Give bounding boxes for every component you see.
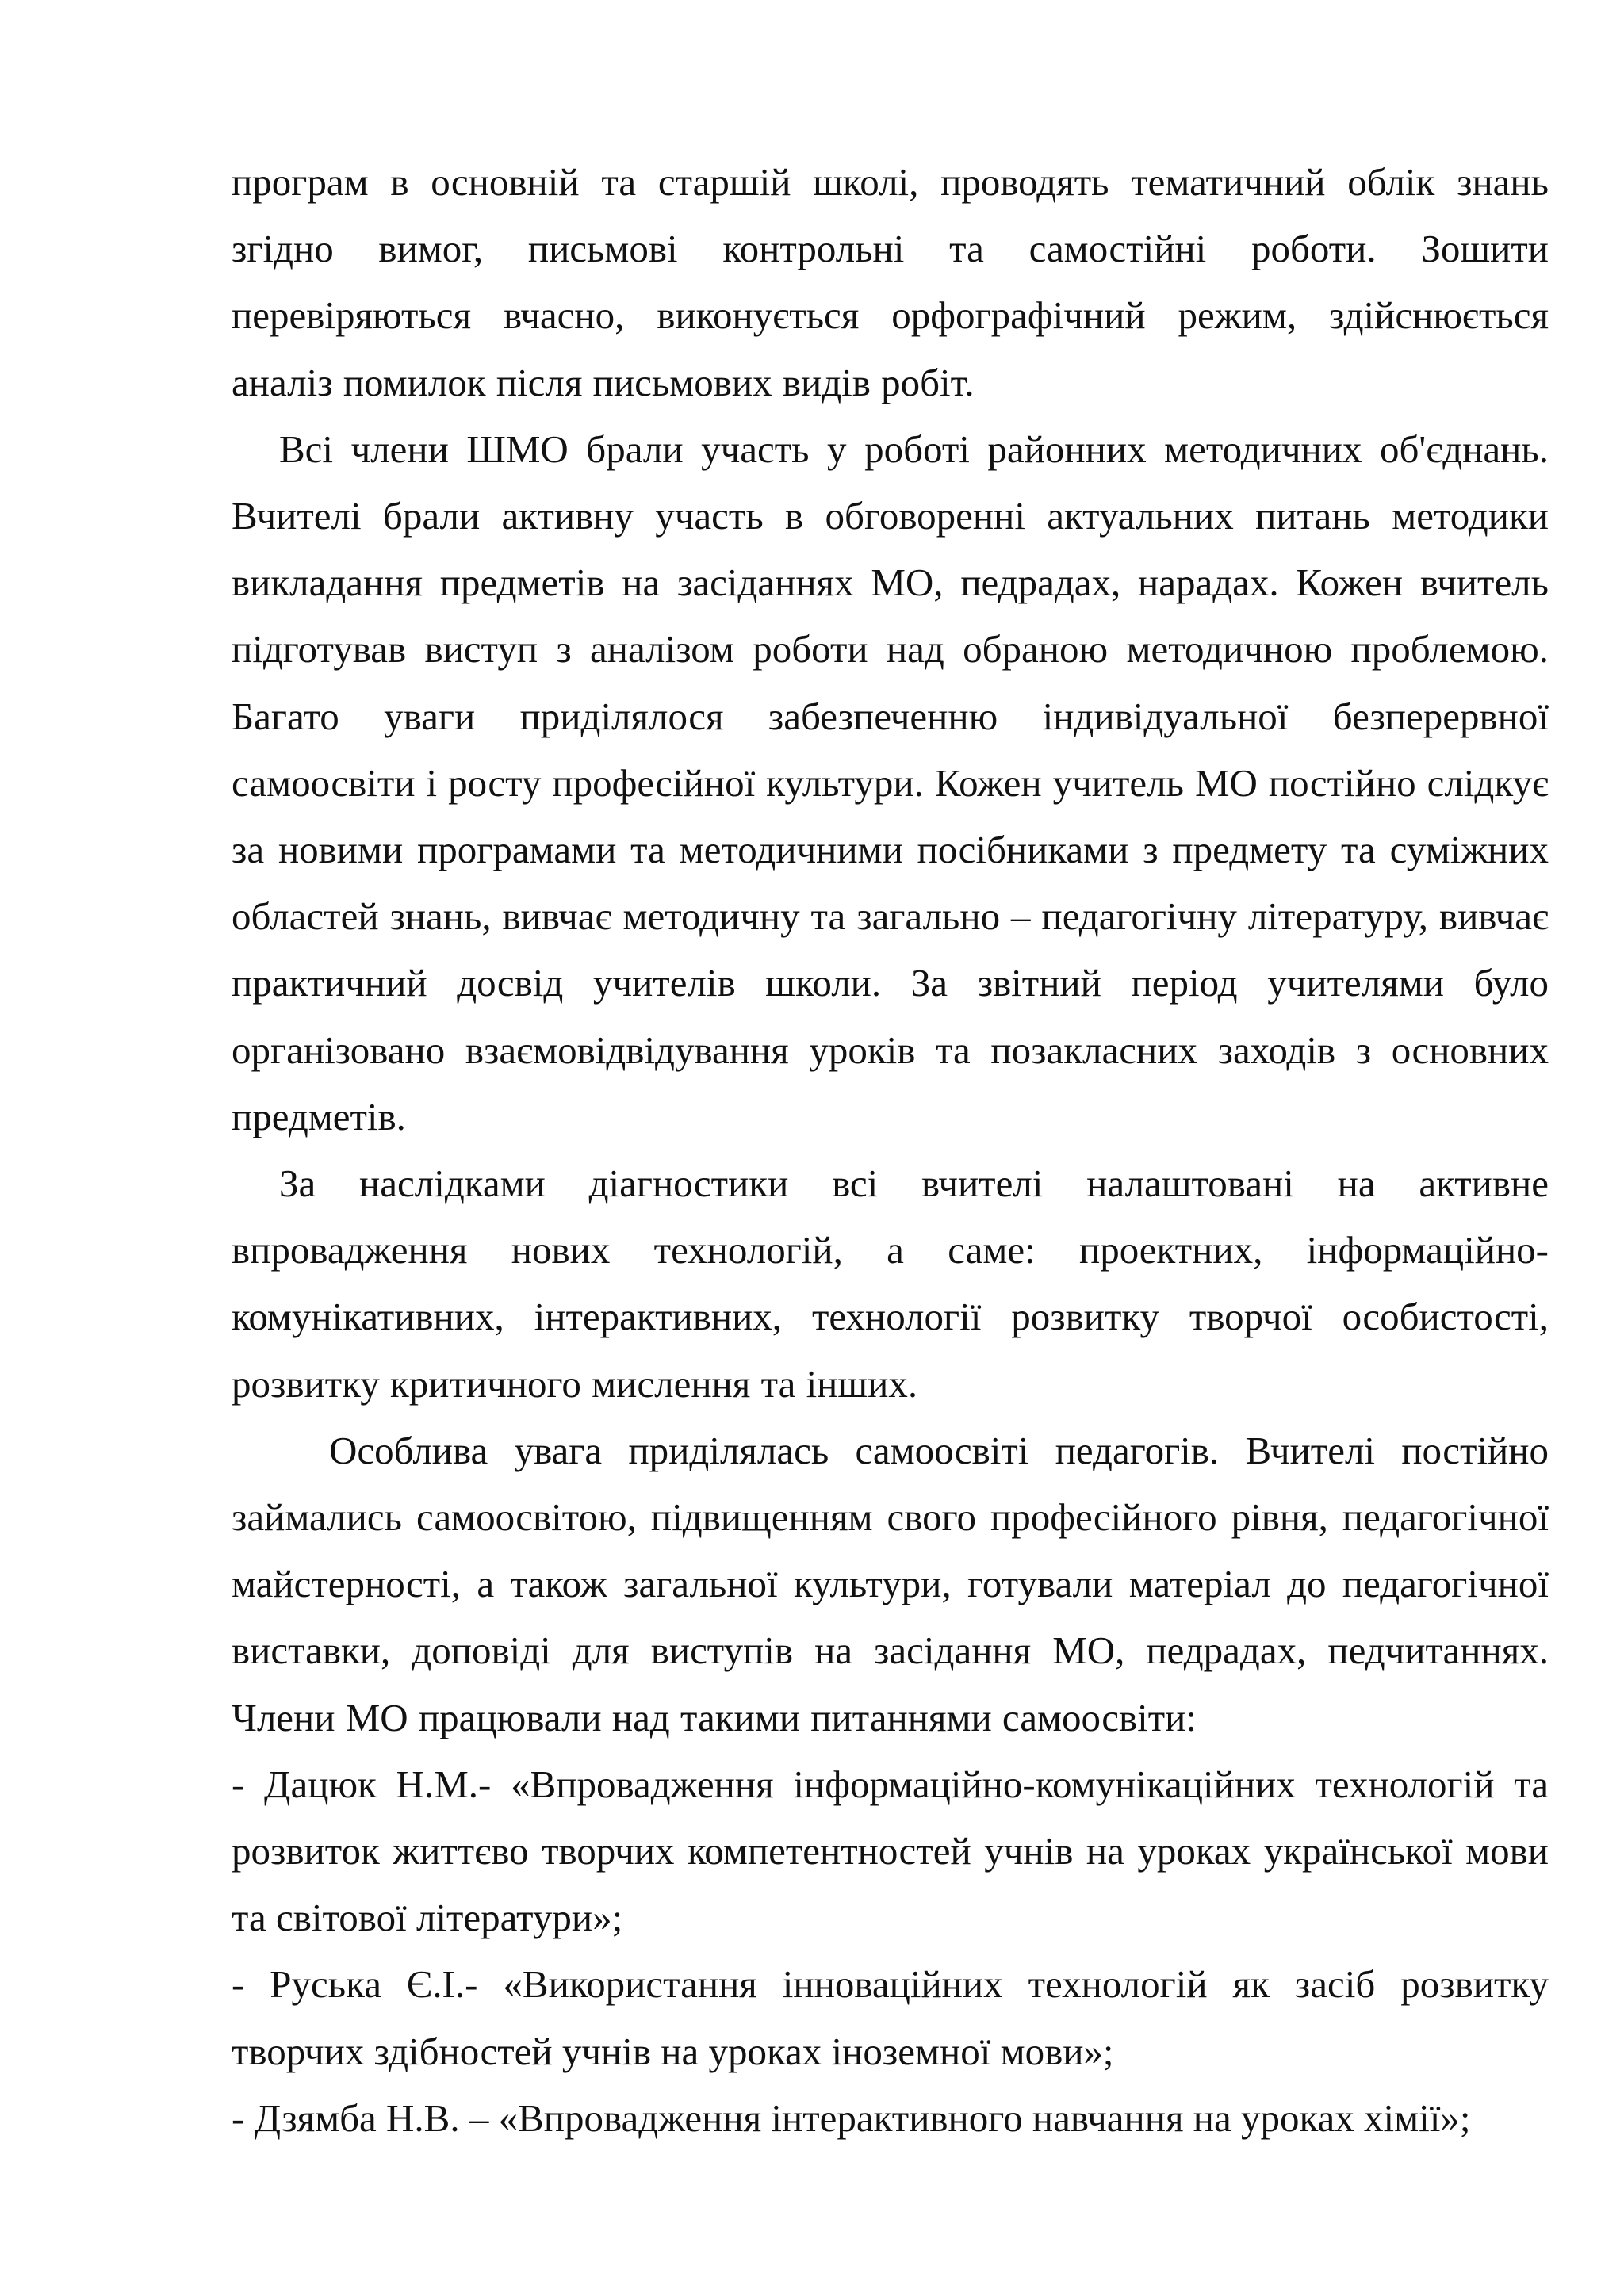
paragraph-methodical-associations: Всі члени ШМО брали участь у роботі районних методичних об'єднань. Вчителі брали активну участь в обговоренні актуальних питань методики викладання предметів на засіданнях МО, педрадах, нарадах. Кожен вчитель підготував виступ з аналізом роботи над обраною методичною проблемою. Багато уваги приділялося забезпеченню індивідуальної безперервної самоосвіти і росту професійної культури. Кожен учитель МО постійно слідкує за новими програмами та методичними посібниками з предмету та суміжних областей знань, вивчає методичну та загально – педагогічну літературу, вивчає практичний досвід учителів школи. За звітний період учителями було організовано взаємовідвідування уроків та позакласних заходів з основних предметів. xyxy=(232,427,1549,1138)
paragraph-continuation: програм в основній та старшій школі, проводять тематичний облік знань згідно вимог, письмові контрольні та самостійні роботи. Зошити перевіряються вчасно, виконується орфографічний режим, здійснюється аналіз помилок після письмових видів робіт. xyxy=(232,160,1549,404)
paragraph-diagnostics: За наслідками діагностики всі вчителі налаштовані на активне впровадження нових технологій, а саме: проектних, інформаційно-комунікативних, інтерактивних, технології розвитку творчої особистості, розвитку критичного мислення та інших. xyxy=(232,1161,1549,1406)
paragraph-self-education: Особлива увага приділялась самоосвіті педагогів. Вчителі постійно займались самоосвітою, підвищенням свого професійного рівня, педагогічної майстерності, а також загальної культури, готували матеріал до педагогічної виставки, доповіді для виступів на засідання МО, педрадах, педчитаннях. Члени МО працювали над такими питаннями самоосвіти: xyxy=(232,1428,1549,1739)
list-item: - Дацюк Н.М.- «Впровадження інформаційно-комунікаційних технологій та розвиток життєво творчих компетентностей учнів на уроках української мови та світової літератури»; xyxy=(232,1762,1549,1940)
document-body xyxy=(232,149,1549,2152)
list-item: - Руська Є.І.- «Використання інноваційних технологій як засіб розвитку творчих здібностей учнів на уроках іноземної мови»; xyxy=(232,1962,1549,2073)
list-item: - Дзямба Н.В. – «Впровадження інтерактивного навчання на уроках хімії»; xyxy=(232,2095,1471,2140)
